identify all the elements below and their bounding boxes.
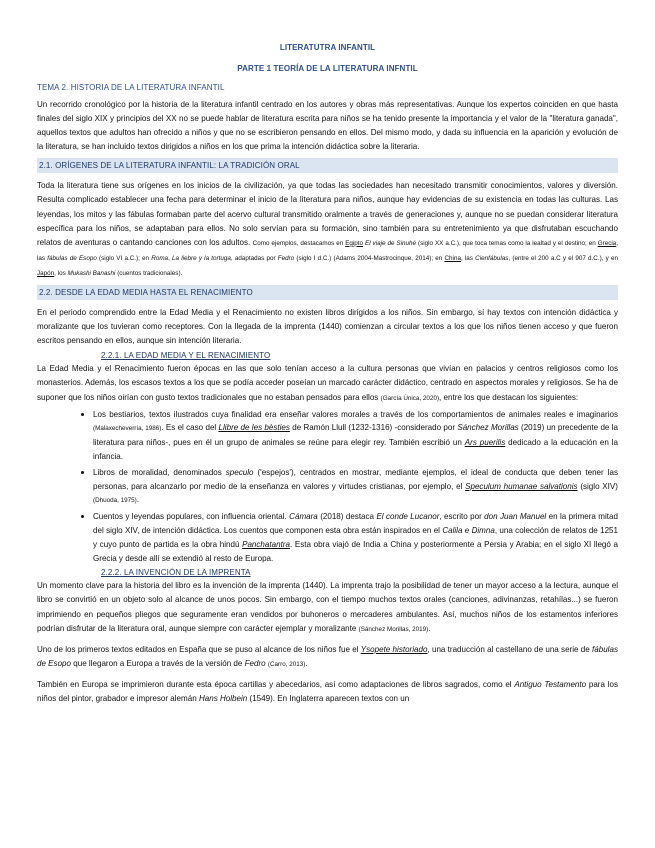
subsection-heading-2-2-1: 2.2.1. LA EDAD MEDIA Y EL RENACIMIENTO <box>101 351 271 361</box>
section-heading-2-1: 2.1. ORÍGENES DE LA LITERATURA INFANTIL: LA TRADICIÓN ORAL <box>37 158 618 173</box>
europe-printing-paragraph: También en Europa se imprimieron durante esta época cartillas y abecedarios, así como adaptaciones de libros sagrados, como el Antiguo Testamento para los niños del pintor, grabador e impresor alemán Hans Holbein (1549). En Inglaterra aparecen textos con un <box>37 679 618 704</box>
origins-text: Toda la literatura tiene sus orígenes en los inicios de la civilización, ya que todas las sociedades han necesitado transmitir conocimientos, valores y diversión. Resulta complicado establecer una fecha para determinar el inicio de la literatura para niños, aunque hay evidencias de su existencia en todas las culturas. Las leyendas, los mitos y las fábulas formaban parte del acervo cultural transmitido oralmente a través de generaciones y, aunque no se puedan considerar literatura específica para los niños, se adaptaban para ellos. No solo servían para su formación, sino también para su entretenimiento ya que disfrutaban escuchando relatos de aventuras o cantando canciones con los adultos. <box>37 181 618 247</box>
topic-heading: TEMA 2. HISTORIA DE LA LITERATURA INFANTIL <box>37 83 225 92</box>
subsection-heading-2-2-2: 2.2.2. LA INVENCIÓN DE LA IMPRENTA <box>101 568 251 578</box>
examples-text: Como ejemplos, destacamos en Egipto El viaje de Sinuhé (siglo XX a.C.), que toca temas como la lealtad y el destino; en Grecia, las fábulas de Esopo (siglo VI a.C.); en Roma, La liebre y la tortuga, adaptadas por Fedro (siglo I d.C.) (Adams 2004-Mastrocinque, 2014); en China, las Cienfábulas, (entre el 200 a.C y el 907 d.C.), y en Japón, los Mukashi Banashi (cuentos tradicionales). <box>37 239 618 277</box>
document-subtitle: PARTE 1 TEORÍA DE LA LITERATURA INFNTIL <box>237 64 418 73</box>
list-item-morality-books: • Libros de moralidad, denominados speculo ('espejos'), centrados en mostrar, mediante ejemplos, el ideal de conducta que deben tener las personas, para alcanzarlo por medio de la enseñanza en valores y virtudes cristianas, por ejemplo, el Speculum humanae salvationis (siglo XIV) (Dhuoda, 1975). <box>93 466 618 508</box>
list-item-folk-tales: • Cuentos y leyendas populares, con influencia oriental. Cámara (2018) destaca El conde Lucanor, escrito por don Juan Manuel en la primera mitad del siglo XIV, de intención didáctica. Los cuentos que componen esta obra están inspirados en el Calila e Dimna, una colección de relatos de 1251 y cuyo punto de partida es la obra hindú Panchatantra. Esta obra viajó de India a China y posteriormente a Persia y Arabia; en el siglo XI llegó a Grecia y desde allí se extendió al resto de Europa. <box>93 510 618 565</box>
printing-paragraph: Un momento clave para la historia del libro es la invención de la imprenta (1440). La imprenta trajo la posibilidad de tener un mayor acceso a la lectura, aunque el libro se convirtió en un objeto solo al alcance de unos pocos. Sin embargo, con el tiempo muchos textos orales (canciones, adivinanzas, retahílas...) se fueron imprimiendo en pequeños pliegos que seguramente eran vendidos por buhoneros o mercaderes ambulantes. Así, muchos niños de los estamentos inferiores podrían disfrutar de la literatura oral, aunque siempre con carácter ejemplar y moralizante (Sánchez Morillas, 2019). <box>37 581 618 633</box>
renaissance-paragraph: La Edad Media y el Renacimiento fueron épocas en las que solo tenían acceso a la cultura personas que vivían en palacios y centros religiosos como los monasterios. Además, los escasos textos a los que se podía acceder poseían un marcado carácter didáctico, centrado en aspectos morales y religiosos. Se ha de suponer que los niños oirían con gusto textos tradicionales que no estaban pensados para ellos (García Única, 2020), entre los que destacan los siguientes: <box>37 364 618 402</box>
document-title: LITERATUTRA INFANTIL <box>279 43 376 52</box>
intro-paragraph: Un recorrido cronológico por la historia de la literatura infantil centrado en los autores y obras más representativas. Aunque los expertos coinciden en que hasta finales del siglo XIX y principios del XX no se puede hablar de literatura escrita para niños se ha tenido presente la importancia y el valor de la "literatura ganada", aquellos textos que adultos han ofrecido a niños y que no se escribieron pensando en ellos. Del mismo modo, y dada su influencia en la aparición y evolución de la literatura, se han incluido textos dirigidos a niños en los que prima la intención didáctica sobre la literaria. <box>37 100 618 152</box>
list-item-bestiaries: • Los bestiarios, textos ilustrados cuya finalidad era enseñar valores morales a través de los comportamientos de animales reales e imaginarios (Malaxecheverría, 1986). Es el caso del Llibre de les bèsties de Ramón Llull (1232-1316) -considerado por Sánchez Morillas (2019) un precedente de la literatura para niños-, pues en él un grupo de animales se reúne para elegir rey. También escribió un Ars puerilis dedicado a la educación en la infancia. <box>93 408 618 464</box>
text-types-list <box>37 408 618 566</box>
origins-paragraph <box>37 179 618 281</box>
section-heading-2-2: 2.2. DESDE LA EDAD MEDIA HASTA EL RENACIMIENTO <box>37 285 618 300</box>
middle-ages-intro-paragraph: En el periodo comprendido entre la Edad Media y el Renacimiento no existen libros dirigidos a los niños. Sin embargo, sí hay textos con intención didáctica y moralizante que los tuvieran como receptores. Con la llegada de la imprenta (1440) comienzan a circular textos a los que los niños tienen acceso y que fueron escritos pensando en ellos, aunque sin intención literaria. <box>37 308 618 346</box>
ysopete-paragraph: Uno de los primeros textos editados en España que se puso al alcance de los niños fue el Ysopete historiado, una traducción al castellano de una serie de fábulas de Esopo que llegaron a Europa a través de la versión de Fedro (Carro, 2013). <box>37 644 618 668</box>
